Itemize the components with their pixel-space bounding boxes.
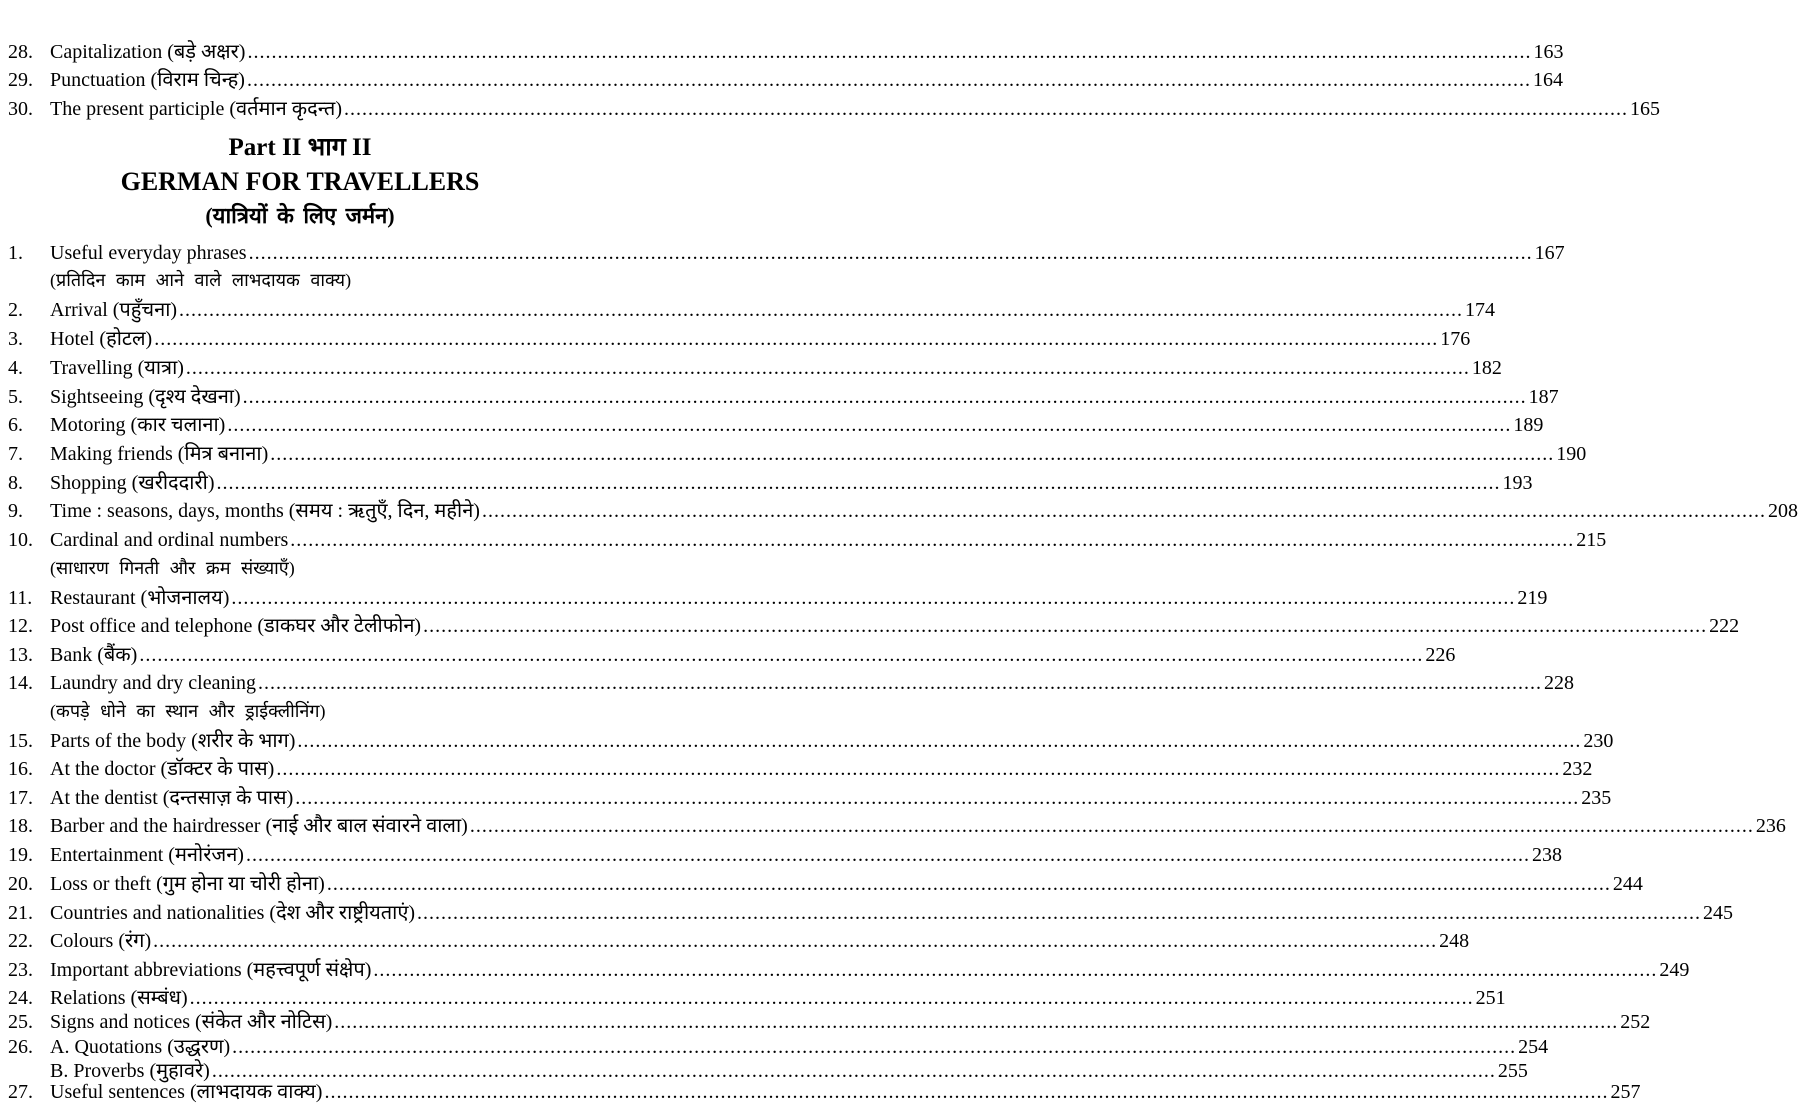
dot-leader (243, 383, 1527, 411)
toc-entry-12 (8, 612, 1740, 640)
entry-number: 10. (8, 529, 33, 551)
entry-title: Hotel (होटल) (50, 328, 153, 350)
entry-page-number: 257 (1610, 1081, 1641, 1103)
entry-number: 8. (8, 472, 23, 494)
entry-page-number: 245 (1703, 902, 1734, 924)
entry-number: 12. (8, 615, 33, 637)
entry-title: Cardinal and ordinal numbers (50, 529, 289, 551)
toc-entry-10 (8, 526, 1607, 554)
toc-entry-18 (8, 812, 1786, 840)
entry-page-number: 235 (1581, 787, 1612, 809)
entry-title: Restaurant (भोजनालय) (50, 587, 230, 609)
dot-leader (231, 584, 1515, 612)
entry-number: 24. (8, 987, 33, 1009)
entry-number: 19. (8, 844, 33, 866)
entry-page-number: 232 (1562, 758, 1593, 780)
dot-leader (470, 812, 1754, 840)
entry-title: Barber and the hairdresser (नाई और बाल संवारने वाला) (50, 815, 468, 837)
dot-leader (373, 956, 1657, 984)
toc-entry-23 (8, 956, 1690, 984)
entry-number: 17. (8, 787, 33, 809)
entry-subtitle: (कपड़े धोने का स्थान और ड्राईक्लीनिंग) (50, 701, 326, 721)
entry-title: Entertainment (मनोरंजन) (50, 844, 244, 866)
toc-entry-5 (8, 383, 1559, 411)
entry-page-number: 244 (1612, 873, 1643, 895)
toc-entry-13 (8, 641, 1456, 669)
part-subtitle: GERMAN FOR TRAVELLERS (120, 167, 480, 196)
toc-entry-28 (8, 38, 1564, 66)
entry-number: 3. (8, 328, 23, 350)
entry-title: Parts of the body (शरीर के भाग) (50, 730, 296, 752)
entry-subtitle: (साधारण गिनती और क्रम संख्याएँ) (50, 558, 295, 578)
entry-title: Travelling (यात्रा) (50, 357, 184, 379)
entry-number: 16. (8, 758, 33, 780)
entry-title: A. Quotations (उद्धरण) (50, 1036, 231, 1058)
entry-title: Relations (सम्बंध) (50, 987, 188, 1009)
dot-leader (227, 411, 1511, 439)
entry-title: Signs and notices (संकेत और नोटिस) (50, 1011, 333, 1033)
entry-number: 5. (8, 386, 23, 408)
entry-page-number: 165 (1630, 98, 1660, 120)
entry-number: 4. (8, 357, 23, 379)
dot-leader (295, 784, 1579, 812)
entry-page-number: 208 (1767, 500, 1798, 522)
entry-number: 2. (8, 299, 23, 321)
toc-entry-3 (8, 325, 1471, 353)
entry-title: Loss or theft (गुम होना या चोरी होना) (50, 873, 325, 895)
entry-title: Motoring (कार चलाना) (50, 414, 226, 436)
toc-entry-21 (8, 899, 1734, 927)
entry-title: Arrival (पहुँचना) (50, 299, 178, 321)
entry-number: 27. (8, 1081, 33, 1103)
entry-title: Important abbreviations (महत्त्वपूर्ण संक्षेप) (50, 959, 372, 981)
entry-number: 26. (8, 1036, 33, 1058)
dot-leader (179, 296, 1463, 324)
entry-number: 29. (8, 69, 33, 91)
entry-title: Capitalization (बड़े अक्षर) (50, 41, 246, 63)
entry-page-number: 252 (1620, 1011, 1651, 1033)
entry-page-number: 187 (1528, 386, 1559, 408)
toc-entry-29 (8, 66, 1563, 94)
dot-leader (139, 641, 1423, 669)
toc-entry-6 (8, 411, 1544, 439)
dot-leader (247, 66, 1531, 94)
entry-title: Laundry and dry cleaning (50, 672, 257, 694)
entry-page-number: 215 (1576, 529, 1607, 551)
toc-entry-27 (8, 1078, 1641, 1106)
entry-title: Useful sentences (लाभदायक वाक्य) (50, 1081, 323, 1103)
toc-entry-15 (8, 727, 1614, 755)
dot-leader (186, 354, 1470, 382)
entry-title: Time : seasons, days, months (समय : ऋतुएँ, दिन, महीने) (50, 500, 480, 522)
entry-title: Making friends (मित्र बनाना) (50, 443, 269, 465)
entry-page-number: 164 (1532, 69, 1563, 91)
entry-page-number: 230 (1583, 730, 1614, 752)
entry-title: Sightseeing (दृश्य देखना) (50, 386, 241, 408)
part-heading: Part II भाग II (228, 134, 372, 161)
dot-leader (247, 38, 1531, 66)
dot-leader (423, 612, 1707, 640)
entry-subtitle: (प्रतिदिन काम आने वाले लाभदायक वाक्य) (50, 270, 352, 290)
toc-entry-14 (8, 669, 1575, 697)
entry-title: At the doctor (डॉक्टर के पास) (50, 758, 275, 780)
dot-leader (297, 727, 1581, 755)
entry-page-number: 167 (1534, 242, 1565, 264)
toc-entry-8 (8, 469, 1533, 497)
toc-entry-11 (8, 584, 1548, 612)
entry-page-number: 222 (1709, 615, 1740, 637)
toc-entry-7 (8, 440, 1587, 468)
entry-number: 9. (8, 500, 23, 522)
toc-entry-19 (8, 841, 1562, 869)
entry-number: 21. (8, 902, 33, 924)
toc-entry-17 (8, 784, 1612, 812)
entry-page-number: 255 (1497, 1060, 1528, 1082)
entry-number: 20. (8, 873, 33, 895)
toc-entry-22 (8, 927, 1470, 955)
entry-page-number: 189 (1513, 414, 1544, 436)
entry-page-number: 236 (1755, 815, 1786, 837)
toc-entry-30 (8, 95, 1660, 123)
entry-page-number: 176 (1440, 328, 1471, 350)
entry-title: At the dentist (दन्तसाज़ के पास) (50, 787, 294, 809)
dot-leader (276, 755, 1560, 783)
entry-page-number: 226 (1425, 644, 1456, 666)
toc-entry-4 (8, 354, 1502, 382)
entry-page-number: 174 (1465, 299, 1496, 321)
dot-leader (324, 1078, 1608, 1106)
entry-page-number: 249 (1659, 959, 1690, 981)
entry-number: 25. (8, 1011, 33, 1033)
entry-page-number: 228 (1544, 672, 1575, 694)
dot-leader (258, 669, 1542, 697)
entry-number: 28. (8, 41, 33, 63)
entry-title: The present participle (वर्तमान कृदन्त) (50, 98, 342, 120)
entry-number: 30. (8, 98, 33, 120)
dot-leader (249, 239, 1533, 267)
entry-page-number: 193 (1502, 472, 1533, 494)
dot-leader (153, 927, 1437, 955)
entry-number: 23. (8, 959, 33, 981)
entry-title: Useful everyday phrases (50, 242, 247, 264)
dot-leader (344, 95, 1628, 123)
entry-title: Shopping (खरीददारी) (50, 472, 215, 494)
entry-page-number: 251 (1475, 987, 1506, 1009)
toc-entry-2 (8, 296, 1496, 324)
dot-leader (217, 469, 1501, 497)
entry-number: 15. (8, 730, 33, 752)
dot-leader (334, 1008, 1618, 1036)
entry-title: Countries and nationalities (देश और राष्ट्रीयताएं) (50, 902, 416, 924)
toc-entry-1 (8, 239, 1565, 267)
toc-entry-9 (8, 497, 1798, 525)
entry-title: Punctuation (विराम चिन्ह) (50, 69, 245, 91)
entry-page-number: 238 (1531, 844, 1562, 866)
entry-number: 1. (8, 242, 23, 264)
entry-number: 11. (8, 587, 33, 609)
entry-title: Colours (रंग) (50, 930, 152, 952)
dot-leader (482, 497, 1766, 525)
toc-entry-16 (8, 755, 1593, 783)
entry-title: Bank (बैंक) (50, 644, 138, 666)
dot-leader (327, 870, 1611, 898)
entry-page-number: 254 (1518, 1036, 1549, 1058)
entry-title: Post office and telephone (डाकघर और टेलीफोन) (50, 615, 422, 637)
entry-title: B. Proverbs (मुहावरे) (50, 1060, 210, 1082)
entry-number: 14. (8, 672, 33, 694)
entry-page-number: 163 (1533, 41, 1564, 63)
entry-number: 6. (8, 414, 23, 436)
entry-page-number: 182 (1471, 357, 1502, 379)
toc-entry-20 (8, 870, 1643, 898)
entry-number: 22. (8, 930, 33, 952)
dot-leader (246, 841, 1530, 869)
dot-leader (154, 325, 1438, 353)
dot-leader (417, 899, 1701, 927)
dot-leader (290, 526, 1574, 554)
part-subtitle-hindi: (यात्रियों के लिए जर्मन) (205, 203, 395, 228)
entry-page-number: 219 (1517, 587, 1548, 609)
toc-entry-25 (8, 1008, 1651, 1036)
dot-leader (270, 440, 1554, 468)
entry-number: 18. (8, 815, 33, 837)
entry-number: 13. (8, 644, 33, 666)
entry-number: 7. (8, 443, 23, 465)
entry-page-number: 248 (1439, 930, 1470, 952)
entry-page-number: 190 (1556, 443, 1587, 465)
